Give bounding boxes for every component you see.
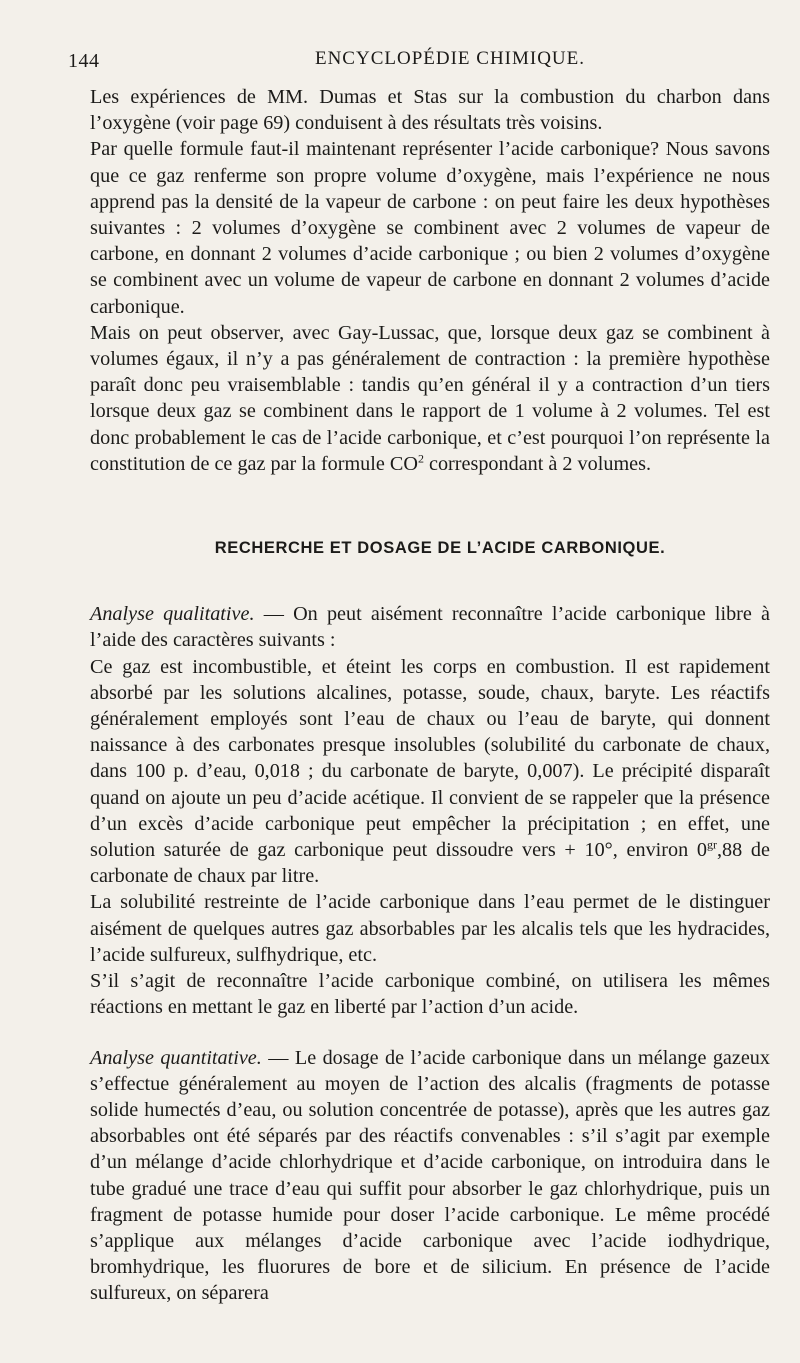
paragraph-text-end: ,88 de carbonate de chaux par litre. [90, 839, 770, 888]
body-text [90, 84, 770, 1307]
paragraph-solubility [90, 889, 770, 968]
paragraph-incombustible [90, 654, 770, 890]
paragraph-combined-acid [90, 968, 770, 1020]
paragraph-text: Mais on peut observer, avec Gay-Lussac, que, lorsque deux gaz se combinent à volumes égaux, il n’y a pas généralement de contraction : la première hypothèse paraît donc peu vraisemblable : tandis qu’en général il y a contraction d’un tiers lorsque deux gaz se combinent dans le rapport de 1 volume à 2 volumes. Tel est donc probablement le cas de l’acide carbonique, et c’est pourquoi l’on représente la constitution de ce gaz par la formule CO [90, 321, 770, 475]
paragraph-text: Par quelle formule faut-il maintenant représenter l’acide carbonique? Nous savons que ce gaz renferme son propre volume d’oxygène, mais l’expérience ne nous apprend pas la densité de la vapeur de carbone : on peut faire les deux hypothèses suivantes : 2 volumes d’oxygène se combinent avec 2 volumes de vapeur de carbone, en donnant 2 volumes d’acide carbonique ; ou bien 2 volumes d’oxygène se combinent avec un volume de vapeur de carbone en donnant 2 volumes d’acide carbonique. [90, 138, 770, 318]
paragraph-text: S’il s’agit de reconnaître l’acide carbonique combiné, on utilisera les mêmes réactions en mettant le gaz en liberté par l’action d’un acide. [90, 970, 770, 1019]
paragraph-text: La solubilité restreinte de l’acide carbonique dans l’eau permet de le distinguer aisément de quelques autres gaz absorbables par les alcalis tels que les hydracides, l’acide sulfureux, sulfhydrique, etc. [90, 891, 770, 966]
paragraph-dumas-stas [90, 84, 770, 136]
formula-subscript: 2 [417, 451, 424, 466]
paragraph-text: Les expériences de MM. Dumas et Stas sur la combustion du charbon dans l’oxygène (voir page 69) conduisent à des résultats très voisins. [90, 86, 770, 135]
paragraph-formula-question [90, 136, 770, 319]
lead-dash: — [254, 603, 294, 626]
quantitative-paragraph [90, 1045, 770, 1307]
running-title: ENCYCLOPÉDIE CHIMIQUE. [314, 48, 586, 69]
quantitative-text: Le dosage de l’acide carbonique dans un mélange gazeux s’effectue généralement au moyen de l’action des alcalis (fragments de potasse solide humectés d’eau, ou solution concentrée de potasse), après que les autres gaz absorbables ont été séparés par des réactifs convenables : s’il s’agit par exemple d’un mélange d’acide chlorhydrique et d’acide carbonique, on introduira dans le tube gradué une trace d’eau qui suffit pour absorber le gaz chlorhydrique, puis un fragment de potasse humide pour doser l’acide carbonique. Le même procédé s’applique aux mélanges d’acide carbonique avec l’acide iodhydrique, bromhydrique, les fluorures de bore et de silicium. En présence de l’acide sulfureux, on séparera [90, 1046, 770, 1305]
page-number: 144 [68, 50, 100, 72]
lead-dash: — [261, 1046, 295, 1069]
running-header [68, 48, 770, 84]
paragraph-gay-lussac [90, 320, 770, 477]
section-heading: RECHERCHE ET DOSAGE DE L’ACIDE CARBONIQUE. [214, 539, 666, 558]
paragraph-text: Ce gaz est incombustible, et éteint les corps en combustion. Il est rapidement absorbé par les solutions alcalines, potasse, soude, chaux, baryte. Les réactifs généralement employés sont l’eau de chaux ou l’eau de baryte, qui donnent naissance à des carbonates presque insolubles (solubilité du carbonate de chaux, dans 100 p. d’eau, 0,018 ; du carbonate de baryte, 0,007). Le précipité disparaît quand on ajoute un peu d’acide acétique. Il convient de se rappeler que la présence d’un excès d’acide carbonique peut empêcher la précipitation ; en effet, une solution saturée de gaz carbonique peut dissoudre vers + 10°, environ 0 [90, 655, 770, 862]
qualitative-intro-text: On peut aisément reconnaître l’acide carbonique libre à l’aide des caractères suivants : [90, 603, 771, 652]
qualitative-intro [90, 601, 770, 653]
quantitative-lead: Analyse quantitative. [90, 1046, 262, 1069]
paragraph-text-end: correspondant à 2 volumes. [423, 452, 652, 475]
qualitative-lead: Analyse qualitative. [90, 603, 255, 626]
gram-superscript: gr [706, 837, 717, 852]
